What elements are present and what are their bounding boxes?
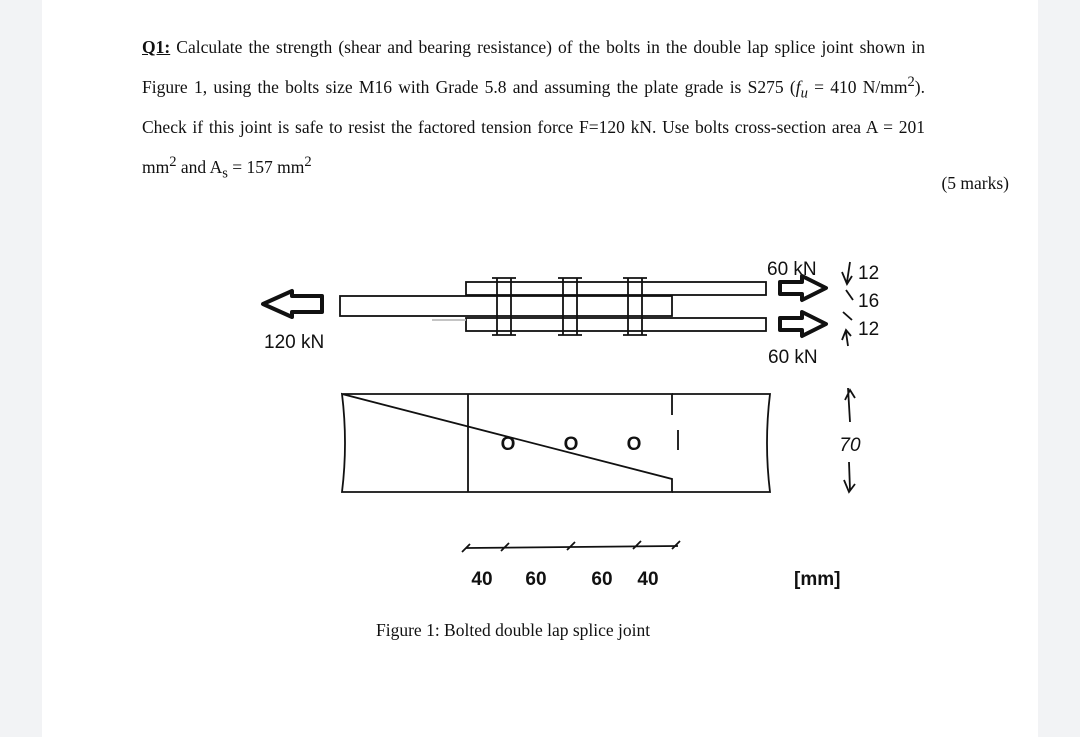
spacing-label-2: 60 xyxy=(525,569,547,590)
bolt-hole-1: O xyxy=(500,434,516,455)
question-label: Q1: xyxy=(142,37,171,57)
bottom-load-arrow xyxy=(780,312,826,336)
as-subscript: s xyxy=(222,165,228,182)
spacing-label-3: 60 xyxy=(591,569,613,590)
question-part-4: and A xyxy=(176,156,223,177)
question-part-5: = 157 mm xyxy=(227,156,305,177)
left-load-arrow xyxy=(263,291,322,317)
question-part-3: ). Check if this joint is safe to resist the factored tension force F=120 kN. Use bolts cross-section area A = 201 mm xyxy=(142,76,925,177)
bolt-elevation-1 xyxy=(492,278,516,335)
superscript-3: 2 xyxy=(304,153,312,170)
question-part-1: Calculate the strength (shear and bearing resistance) of the bolts in the double lap splice joint shown in Figure 1, using the bolts size M16 with Grade 5.8 and assuming the plate grade is S275 ( xyxy=(142,37,925,97)
question-part-2: = 410 N/mm xyxy=(807,76,908,97)
left-load-label: 120 kN xyxy=(264,332,325,353)
fu-symbol: f xyxy=(795,76,801,97)
spacing-label-1: 40 xyxy=(471,569,493,590)
figure-caption: Figure 1: Bolted double lap splice joint xyxy=(376,620,651,640)
bolt-elevation-3 xyxy=(623,278,647,335)
thickness-label-top: 12 xyxy=(858,263,880,284)
thickness-tick-2 xyxy=(843,312,852,320)
thickness-tick-1 xyxy=(846,290,853,300)
bottom-load-label: 60 kN xyxy=(768,347,818,368)
spacing-dimension-line xyxy=(462,541,680,552)
thickness-tick-top xyxy=(842,262,852,284)
bolt-hole-2: O xyxy=(563,434,579,455)
width-dim-bottom xyxy=(844,462,855,492)
superscript-2: 2 xyxy=(169,153,177,170)
bolt-elevation-2 xyxy=(558,278,582,335)
units-label: [mm] xyxy=(794,569,841,590)
thickness-label-middle: 16 xyxy=(858,291,880,312)
main-plate xyxy=(340,296,672,316)
superscript-1: 2 xyxy=(907,73,915,90)
width-label: 70 xyxy=(839,435,861,456)
thickness-label-bottom: 12 xyxy=(858,319,880,340)
fu-subscript: u xyxy=(800,84,808,101)
cover-plate-right-part xyxy=(672,394,770,492)
spacing-label-4: 40 xyxy=(637,569,659,590)
top-load-label: 60 kN xyxy=(767,259,817,280)
thickness-tick-bottom xyxy=(842,330,851,346)
width-dim-top xyxy=(845,388,855,422)
bolt-hole-3: O xyxy=(626,434,642,455)
marks-label: (5 marks) xyxy=(941,173,1009,193)
